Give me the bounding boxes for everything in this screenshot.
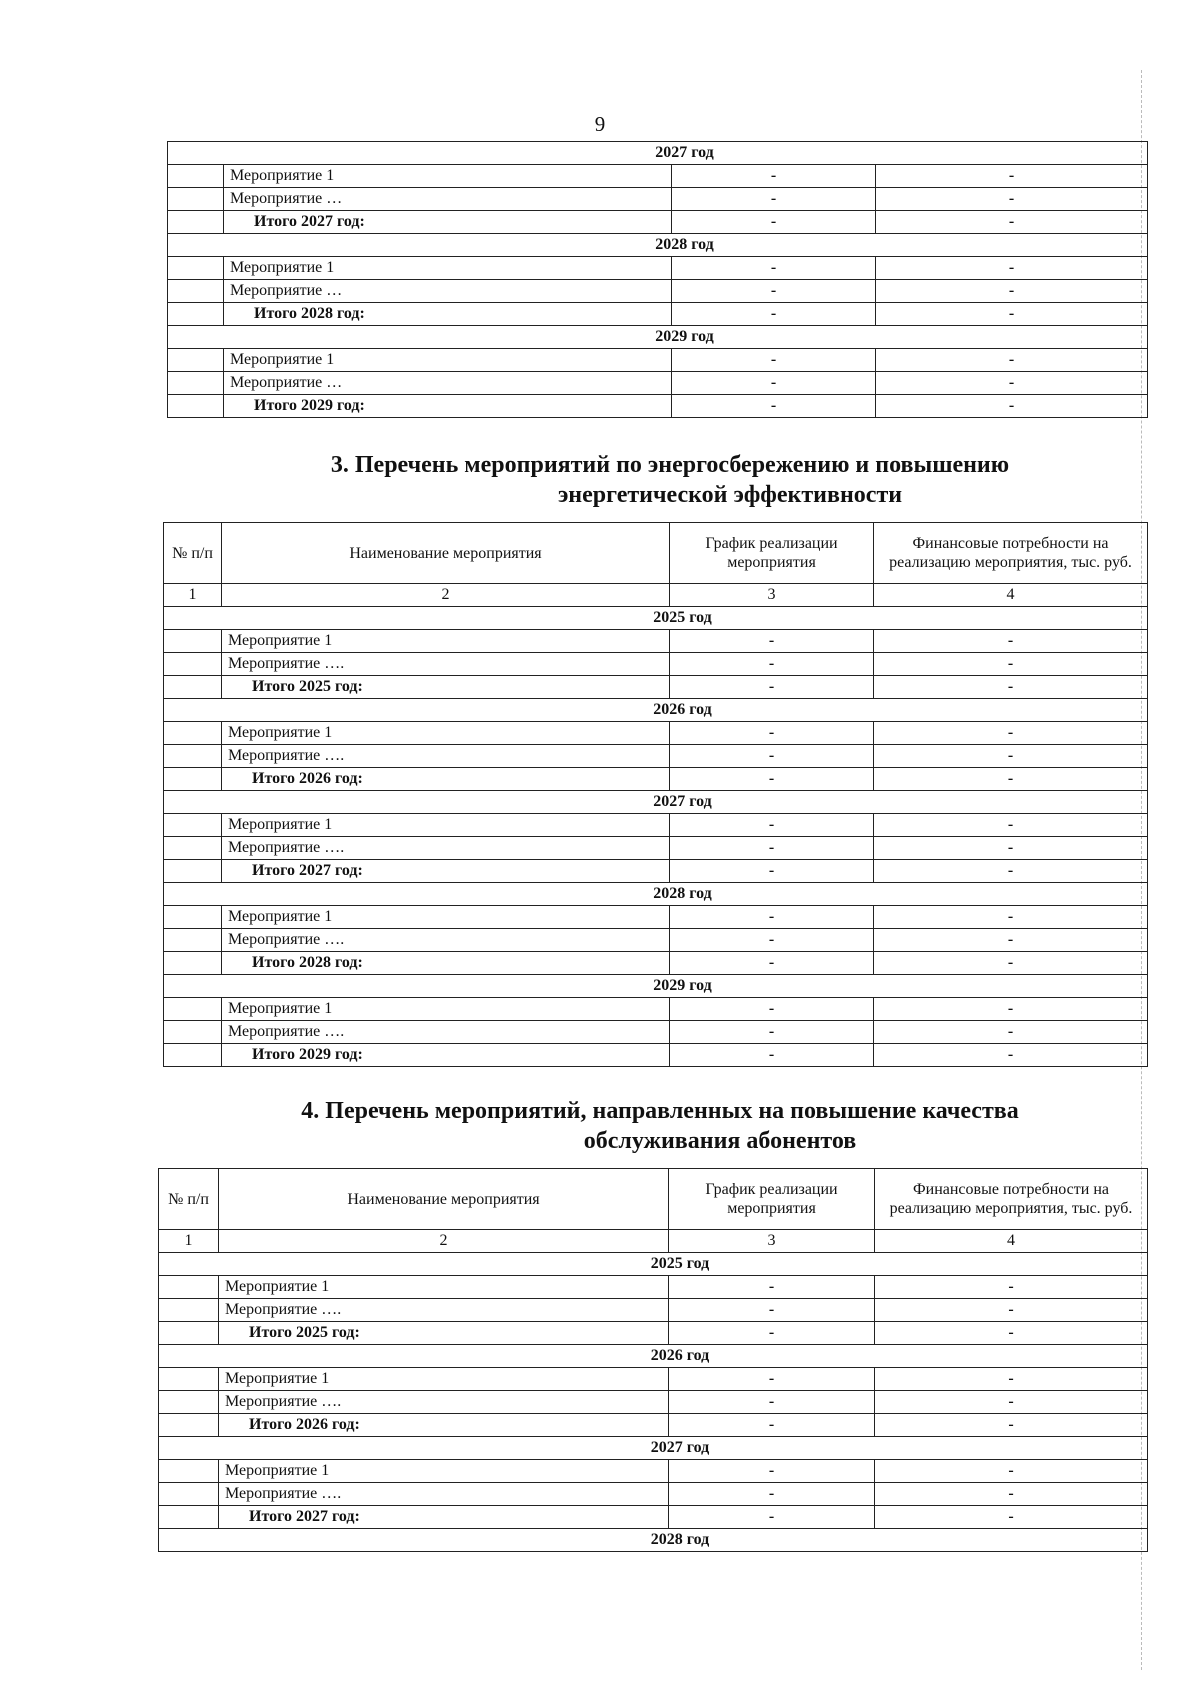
finance-cell: - (874, 929, 1148, 952)
schedule-cell: - (670, 814, 874, 837)
num-cell (168, 303, 224, 326)
schedule-cell: - (669, 1299, 875, 1322)
table-row (159, 1368, 1148, 1391)
finance-cell: - (874, 906, 1148, 929)
section3-title-line2: энергетической эффективности (557, 482, 903, 508)
schedule-total-cell: - (669, 1506, 875, 1529)
num-cell (164, 906, 222, 929)
num-cell (164, 952, 222, 975)
schedule-cell: - (669, 1391, 875, 1414)
num-cell (164, 768, 222, 791)
activity-name: Мероприятие 1 (224, 165, 672, 188)
table-row (164, 722, 1148, 745)
section4-title-line2: обслуживания абонентов (583, 1128, 857, 1154)
finance-total-cell: - (875, 1414, 1148, 1437)
num-cell (164, 929, 222, 952)
section3-table (163, 522, 1148, 1067)
table-row (164, 906, 1148, 929)
total-row (168, 395, 1148, 418)
activity-name: Мероприятие 1 (222, 630, 670, 653)
finance-cell: - (874, 837, 1148, 860)
total-label: Итого 2027 год: (224, 211, 672, 234)
schedule-total-cell: - (670, 860, 874, 883)
activity-name: Мероприятие …. (219, 1483, 669, 1506)
table-row (168, 280, 1148, 303)
col-number-1: 1 (164, 584, 222, 607)
year-label: 2029 год (168, 326, 1148, 349)
finance-cell: - (874, 653, 1148, 676)
schedule-total-cell: - (672, 395, 876, 418)
year-row (164, 791, 1148, 814)
num-cell (168, 257, 224, 280)
num-cell (164, 630, 222, 653)
table-row (159, 1460, 1148, 1483)
num-cell (159, 1368, 219, 1391)
section4-table (158, 1168, 1148, 1552)
schedule-cell: - (672, 372, 876, 395)
activity-name: Мероприятие 1 (222, 722, 670, 745)
table-row (168, 372, 1148, 395)
year-row (164, 883, 1148, 906)
year-row (164, 607, 1148, 630)
finance-cell: - (875, 1299, 1148, 1322)
schedule-cell: - (669, 1276, 875, 1299)
total-row (164, 676, 1148, 699)
year-row (159, 1529, 1148, 1552)
year-label: 2027 год (168, 142, 1148, 165)
schedule-total-cell: - (669, 1414, 875, 1437)
table-row (168, 188, 1148, 211)
total-label: Итого 2026 год: (219, 1414, 669, 1437)
num-cell (168, 372, 224, 395)
header-name: Наименование мероприятия (222, 523, 670, 584)
year-row (168, 234, 1148, 257)
schedule-cell: - (672, 165, 876, 188)
total-row (168, 303, 1148, 326)
activity-name: Мероприятие … (224, 280, 672, 303)
total-label: Итого 2026 год: (222, 768, 670, 791)
col-number-2: 2 (219, 1230, 669, 1253)
num-cell (164, 676, 222, 699)
table-row (164, 745, 1148, 768)
table-row (159, 1483, 1148, 1506)
finance-cell: - (874, 1021, 1148, 1044)
table-row (164, 998, 1148, 1021)
col-number-3: 3 (670, 584, 874, 607)
num-cell (159, 1276, 219, 1299)
total-row (159, 1414, 1148, 1437)
num-cell (164, 653, 222, 676)
table-row (168, 165, 1148, 188)
section3-header-row (164, 523, 1148, 584)
finance-cell: - (875, 1368, 1148, 1391)
num-cell (159, 1299, 219, 1322)
activity-name: Мероприятие …. (222, 653, 670, 676)
finance-cell: - (874, 630, 1148, 653)
total-label: Итого 2028 год: (224, 303, 672, 326)
finance-cell: - (874, 814, 1148, 837)
total-row (164, 1044, 1148, 1067)
num-cell (159, 1460, 219, 1483)
schedule-cell: - (672, 349, 876, 372)
year-label: 2029 год (164, 975, 1148, 998)
schedule-total-cell: - (672, 211, 876, 234)
section3-body (164, 607, 1148, 1067)
schedule-cell: - (670, 653, 874, 676)
activity-name: Мероприятие … (224, 188, 672, 211)
year-label: 2026 год (164, 699, 1148, 722)
finance-cell: - (875, 1276, 1148, 1299)
schedule-cell: - (669, 1483, 875, 1506)
activity-name: Мероприятие …. (219, 1299, 669, 1322)
num-cell (164, 837, 222, 860)
table-row (164, 653, 1148, 676)
section4-column-numbers (159, 1230, 1148, 1253)
activity-name: Мероприятие …. (222, 929, 670, 952)
activity-name: Мероприятие 1 (219, 1368, 669, 1391)
num-cell (159, 1483, 219, 1506)
header-num: № п/п (164, 523, 222, 584)
schedule-cell: - (670, 837, 874, 860)
num-cell (164, 745, 222, 768)
section4-header-row (159, 1169, 1148, 1230)
schedule-cell: - (672, 257, 876, 280)
finance-cell: - (874, 998, 1148, 1021)
col-number-4: 4 (874, 584, 1148, 607)
section3-title-line1: 3. Перечень мероприятий по энергосбережению и повышению (330, 452, 1010, 478)
finance-total-cell: - (874, 952, 1148, 975)
section3-title (180, 450, 1160, 510)
year-row (159, 1345, 1148, 1368)
total-label: Итого 2028 год: (222, 952, 670, 975)
col-number-2: 2 (222, 584, 670, 607)
table-row (159, 1276, 1148, 1299)
schedule-cell: - (672, 188, 876, 211)
header-finance: Финансовые потребности на реализацию мероприятия, тыс. руб. (874, 523, 1148, 584)
finance-total-cell: - (875, 1322, 1148, 1345)
year-row (159, 1437, 1148, 1460)
year-row (168, 142, 1148, 165)
num-cell (168, 280, 224, 303)
schedule-cell: - (670, 998, 874, 1021)
schedule-cell: - (669, 1460, 875, 1483)
total-row (159, 1506, 1148, 1529)
num-cell (164, 998, 222, 1021)
top-table-body (168, 142, 1148, 418)
num-cell (164, 722, 222, 745)
schedule-cell: - (670, 630, 874, 653)
total-row (164, 768, 1148, 791)
schedule-total-cell: - (670, 676, 874, 699)
finance-cell: - (876, 280, 1148, 303)
activity-name: Мероприятие 1 (219, 1460, 669, 1483)
total-label: Итого 2027 год: (219, 1506, 669, 1529)
year-label: 2027 год (164, 791, 1148, 814)
schedule-cell: - (670, 906, 874, 929)
finance-cell: - (876, 349, 1148, 372)
schedule-cell: - (670, 1021, 874, 1044)
finance-total-cell: - (874, 860, 1148, 883)
activity-name: Мероприятие …. (222, 837, 670, 860)
schedule-total-cell: - (669, 1322, 875, 1345)
table-row (164, 814, 1148, 837)
total-label: Итого 2025 год: (222, 676, 670, 699)
schedule-cell: - (670, 929, 874, 952)
activity-name: Мероприятие 1 (222, 998, 670, 1021)
header-schedule: График реализации мероприятия (670, 523, 874, 584)
num-cell (164, 860, 222, 883)
schedule-total-cell: - (672, 303, 876, 326)
finance-total-cell: - (876, 395, 1148, 418)
activity-name: Мероприятие 1 (219, 1276, 669, 1299)
finance-total-cell: - (874, 1044, 1148, 1067)
total-label: Итого 2027 год: (222, 860, 670, 883)
section3-column-numbers (164, 584, 1148, 607)
num-cell (159, 1414, 219, 1437)
num-cell (164, 1044, 222, 1067)
table-row (168, 349, 1148, 372)
activity-name: Мероприятие 1 (222, 814, 670, 837)
finance-total-cell: - (874, 676, 1148, 699)
num-cell (168, 165, 224, 188)
activity-name: Мероприятие …. (219, 1391, 669, 1414)
top-continuation-table (167, 141, 1148, 418)
schedule-total-cell: - (670, 1044, 874, 1067)
activity-name: Мероприятие 1 (224, 257, 672, 280)
section4-body (159, 1253, 1148, 1529)
finance-cell: - (876, 188, 1148, 211)
section4-title-line1: 4. Перечень мероприятий, направленных на повышение качества (301, 1098, 1019, 1124)
year-label: 2026 год (159, 1345, 1148, 1368)
schedule-cell: - (670, 722, 874, 745)
num-cell (159, 1322, 219, 1345)
header-name: Наименование мероприятия (219, 1169, 669, 1230)
total-row (168, 211, 1148, 234)
year-label: 2025 год (164, 607, 1148, 630)
col-number-1: 1 (159, 1230, 219, 1253)
year-row (164, 975, 1148, 998)
num-cell (164, 1021, 222, 1044)
num-cell (168, 211, 224, 234)
total-row (164, 952, 1148, 975)
num-cell (159, 1391, 219, 1414)
table-row (164, 1021, 1148, 1044)
activity-name: Мероприятие … (224, 372, 672, 395)
activity-name: Мероприятие …. (222, 745, 670, 768)
schedule-cell: - (670, 745, 874, 768)
finance-cell: - (875, 1391, 1148, 1414)
num-cell (164, 814, 222, 837)
page-number: 9 (594, 112, 606, 136)
schedule-total-cell: - (670, 768, 874, 791)
total-label: Итого 2025 год: (219, 1322, 669, 1345)
finance-cell: - (875, 1460, 1148, 1483)
year-row (164, 699, 1148, 722)
header-num: № п/п (159, 1169, 219, 1230)
year-row (168, 326, 1148, 349)
schedule-total-cell: - (670, 952, 874, 975)
table-row (159, 1391, 1148, 1414)
total-row (159, 1322, 1148, 1345)
year-label: 2028 год (164, 883, 1148, 906)
year-label: 2025 год (159, 1253, 1148, 1276)
num-cell (168, 395, 224, 418)
activity-name: Мероприятие …. (222, 1021, 670, 1044)
total-label: Итого 2029 год: (222, 1044, 670, 1067)
table-row (164, 630, 1148, 653)
total-row (164, 860, 1148, 883)
finance-cell: - (876, 257, 1148, 280)
header-finance: Финансовые потребности на реализацию мероприятия, тыс. руб. (875, 1169, 1148, 1230)
num-cell (168, 188, 224, 211)
finance-total-cell: - (876, 303, 1148, 326)
col-number-4: 4 (875, 1230, 1148, 1253)
finance-total-cell: - (875, 1506, 1148, 1529)
finance-cell: - (874, 745, 1148, 768)
schedule-cell: - (669, 1368, 875, 1391)
activity-name: Мероприятие 1 (224, 349, 672, 372)
num-cell (168, 349, 224, 372)
finance-total-cell: - (874, 768, 1148, 791)
schedule-cell: - (672, 280, 876, 303)
col-number-3: 3 (669, 1230, 875, 1253)
year-row (159, 1253, 1148, 1276)
table-row (164, 837, 1148, 860)
activity-name: Мероприятие 1 (222, 906, 670, 929)
finance-total-cell: - (876, 211, 1148, 234)
year-label: 2028 год (159, 1529, 1148, 1552)
table-row (159, 1299, 1148, 1322)
finance-cell: - (876, 372, 1148, 395)
year-label: 2028 год (168, 234, 1148, 257)
table-row (168, 257, 1148, 280)
total-label: Итого 2029 год: (224, 395, 672, 418)
finance-cell: - (876, 165, 1148, 188)
header-schedule: График реализации мероприятия (669, 1169, 875, 1230)
finance-cell: - (874, 722, 1148, 745)
year-label: 2027 год (159, 1437, 1148, 1460)
finance-cell: - (875, 1483, 1148, 1506)
section4-title (160, 1096, 1160, 1156)
table-row (164, 929, 1148, 952)
num-cell (159, 1506, 219, 1529)
